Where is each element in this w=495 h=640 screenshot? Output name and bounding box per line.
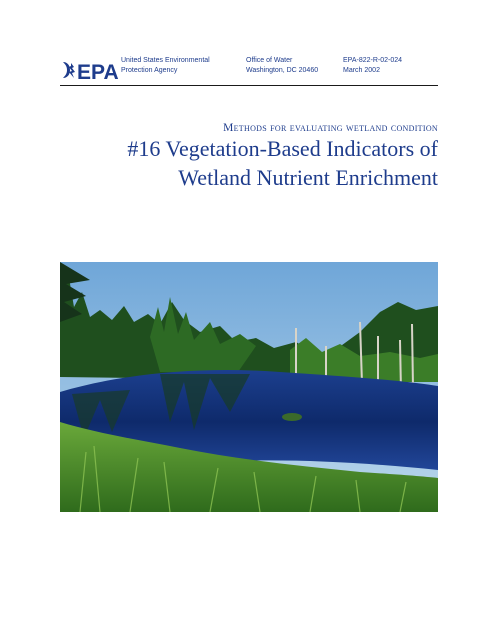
header-divider [60, 85, 438, 86]
svg-text:EPA: EPA [77, 61, 119, 82]
agency-line-2: Protection Agency [121, 67, 178, 74]
title-line-2: Wetland Nutrient Enrichment [178, 165, 438, 190]
title-line-1: #16 Vegetation-Based Indicators of [127, 136, 438, 161]
agency-name [121, 56, 210, 76]
doc-date: March 2002 [343, 67, 380, 74]
office-line-2: Washington, DC 20460 [246, 67, 319, 74]
page-title [60, 134, 438, 192]
office-line-1: Office of Water [246, 57, 293, 64]
epa-logo [60, 58, 120, 82]
doc-number: EPA-822-R-02-024 [343, 57, 403, 64]
series-title: Methods for evaluating wetland condition [223, 122, 438, 134]
document-header [60, 56, 438, 88]
office-info [246, 56, 318, 76]
agency-line-1: United States Environmental [121, 57, 210, 64]
document-id [343, 56, 402, 76]
wetland-photo [60, 262, 438, 512]
